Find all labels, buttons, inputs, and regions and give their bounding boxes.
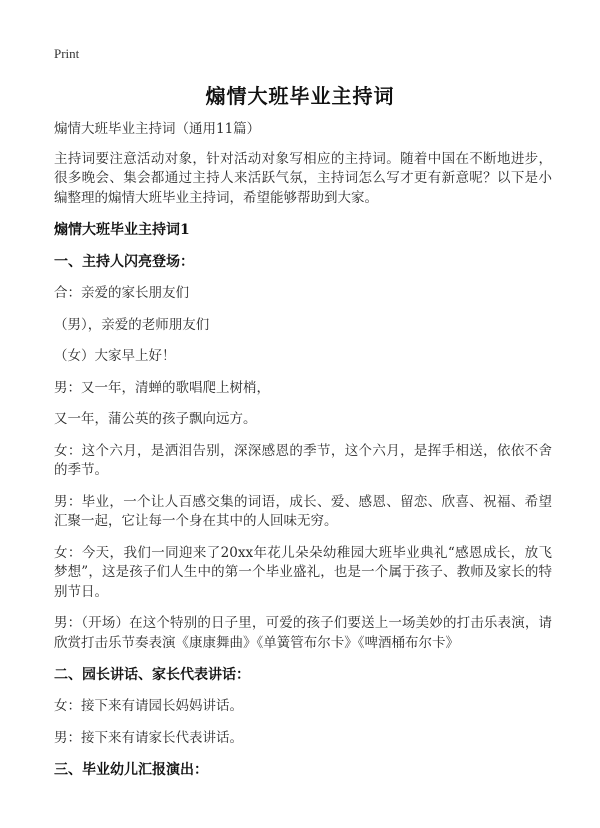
part-heading-2: 二、园长讲话、家长代表讲话： (54, 667, 250, 683)
document-body (54, 120, 552, 792)
part-heading-3: 三、毕业幼儿汇报演出： (54, 762, 208, 778)
dialogue-line: 男：（开场）在这个特别的日子里，可爱的孩子们要送上一场美妙的打击乐表演，请欣赏打击乐节奏表演《康康舞曲》《单簧管布尔卡》《啤酒桶布尔卡》 (54, 615, 552, 651)
dialogue-line: 男：接下来有请家长代表讲话。 (54, 729, 243, 746)
dialogue-line: 男：毕业，一个让人百感交集的词语，成长、爱、感恩、留恋、欣喜、祝福、希望汇聚一起，它让每一个身在其中的人回味无穷。 (54, 493, 552, 529)
dialogue-line: 女：今天，我们一同迎来了20xx年花儿朵朵幼稚园大班毕业典礼“感恩成长，放飞梦想”，这是孩子们人生中的第一个毕业盛礼，也是一个属于孩子、教师及家长的特别节日。 (54, 544, 552, 600)
dialogue-line: 女：接下来有请园长妈妈讲话。 (54, 698, 243, 714)
print-link[interactable]: Print (54, 46, 80, 61)
dialogue-line: 合：亲爱的家长朋友们 (54, 285, 189, 301)
subtitle: 煽情大班毕业主持词（通用11篇） (54, 121, 261, 137)
dialogue-line: 男：又一年，清蝉的歌唱爬上树梢， (54, 379, 270, 396)
dialogue-line: 女：这个六月，是洒泪告别，深深感恩的季节，这个六月，是挥手相送，依依不舍的季节。 (54, 442, 552, 478)
section-heading: 煽情大班毕业主持词1 (54, 222, 190, 238)
page-title: 煽情大班毕业主持词 (205, 84, 395, 108)
dialogue-line: 又一年，蒲公英的孩子飘向远方。 (54, 411, 257, 427)
part-heading-1: 一、主持人闪亮登场： (54, 254, 194, 270)
intro-paragraph: 主持词要注意活动对象，针对活动对象写相应的主持词。随着中国在不断地进步，很多晚会、集会都通过主持人来活跃气氛，主持词怎么写才更有新意呢？以下是小编整理的煽情大班毕业主持词，希望能够帮助到大家。 (54, 150, 552, 206)
dialogue-line: （女）大家早上好！ (54, 348, 176, 364)
dialogue-line: （男），亲爱的老师朋友们 (54, 316, 210, 333)
